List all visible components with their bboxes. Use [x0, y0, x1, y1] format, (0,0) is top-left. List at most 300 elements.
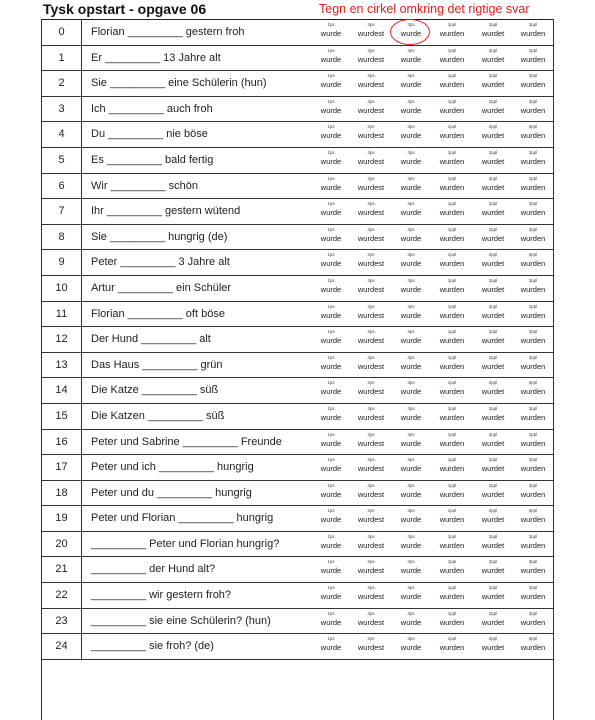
- answer-option[interactable]: [391, 406, 431, 424]
- answer-option[interactable]: [311, 329, 351, 347]
- answer-option[interactable]: [513, 559, 553, 577]
- answer-option[interactable]: [513, 355, 553, 373]
- table-row: [42, 634, 553, 660]
- sentence-text: Die Katze _________ süß: [91, 384, 219, 397]
- answer-option[interactable]: [391, 150, 431, 168]
- option-word: wurdest: [357, 566, 385, 576]
- option-word: wurdest: [357, 336, 385, 346]
- answer-option[interactable]: [351, 432, 391, 450]
- table-row: [42, 148, 553, 174]
- row-number: 7: [42, 199, 82, 224]
- option-person-label: 2ppl: [488, 380, 498, 386]
- answer-option[interactable]: [513, 201, 553, 219]
- option-person-label: 3ps: [407, 149, 415, 155]
- answer-option[interactable]: [513, 406, 553, 424]
- answer-option[interactable]: [311, 508, 351, 526]
- answer-option[interactable]: [391, 585, 431, 603]
- table-row: [42, 557, 553, 583]
- sentence-text: _________ Peter und Florian hungrig?: [91, 537, 280, 550]
- answer-option[interactable]: [432, 150, 472, 168]
- answer-option[interactable]: [351, 176, 391, 194]
- option-word: wurden: [439, 284, 465, 294]
- option-word: wurde: [400, 105, 422, 115]
- answer-option[interactable]: [432, 304, 472, 322]
- answer-option[interactable]: [473, 278, 513, 296]
- answer-option[interactable]: [513, 483, 553, 501]
- option-word: wurden: [520, 540, 546, 550]
- option-word: wurde: [400, 566, 422, 576]
- answer-option[interactable]: [351, 406, 391, 424]
- table-row: [42, 250, 553, 276]
- option-person-label: 1ps: [327, 559, 335, 565]
- option-word: wurden: [520, 29, 546, 38]
- answer-option[interactable]: [513, 227, 553, 245]
- option-word: wurden: [439, 464, 465, 474]
- option-person-label: 1ps: [327, 585, 335, 591]
- option-word: wurdest: [357, 515, 385, 525]
- option-person-label: 3ppl: [528, 277, 538, 283]
- option-person-label: 3ppl: [528, 124, 538, 130]
- answer-option[interactable]: [351, 483, 391, 501]
- option-person-label: 1ps: [327, 22, 335, 27]
- option-word: wurdet: [481, 29, 505, 38]
- answer-option[interactable]: [391, 73, 431, 91]
- answer-option[interactable]: [391, 483, 431, 501]
- answer-option[interactable]: [473, 432, 513, 450]
- answer-option[interactable]: [513, 636, 553, 654]
- option-word: wurdest: [357, 259, 385, 269]
- answer-option[interactable]: [473, 227, 513, 245]
- option-person-label: 2ps: [367, 226, 375, 232]
- answer-option[interactable]: [513, 73, 553, 91]
- option-word: wurden: [439, 105, 465, 115]
- answer-option[interactable]: [513, 304, 553, 322]
- answer-option[interactable]: [311, 227, 351, 245]
- answer-option[interactable]: [391, 508, 431, 526]
- option-word: wurden: [520, 80, 546, 90]
- option-person-label: 3ppl: [528, 303, 538, 309]
- option-person-label: 1ppl: [447, 175, 457, 181]
- option-person-label: 2ps: [367, 585, 375, 591]
- answer-option[interactable]: [513, 329, 553, 347]
- answer-option[interactable]: [432, 124, 472, 142]
- answer-option[interactable]: [391, 355, 431, 373]
- option-person-label: 2ps: [367, 98, 375, 104]
- option-person-label: 1ppl: [447, 252, 457, 258]
- answer-option[interactable]: [311, 22, 351, 40]
- answer-option[interactable]: [432, 48, 472, 66]
- answer-option[interactable]: [513, 432, 553, 450]
- option-word: wurde: [320, 387, 342, 397]
- table-row: [42, 430, 553, 456]
- table-row: [42, 20, 553, 46]
- answer-option[interactable]: [391, 457, 431, 475]
- table-row: [42, 174, 553, 200]
- option-word: wurde: [320, 54, 342, 64]
- option-person-label: 2ps: [367, 201, 375, 207]
- answer-option[interactable]: [351, 227, 391, 245]
- option-word: wurde: [400, 29, 422, 38]
- answer-option[interactable]: [311, 483, 351, 501]
- option-word: wurde: [400, 80, 422, 90]
- answer-option[interactable]: [432, 534, 472, 552]
- answer-option[interactable]: [311, 48, 351, 66]
- answer-option[interactable]: [432, 227, 472, 245]
- answer-option[interactable]: [473, 150, 513, 168]
- answer-option[interactable]: [473, 534, 513, 552]
- option-word: wurde: [400, 284, 422, 294]
- option-word: wurde: [400, 489, 422, 499]
- answer-option[interactable]: [311, 150, 351, 168]
- answer-option[interactable]: [391, 534, 431, 552]
- answer-option[interactable]: [473, 585, 513, 603]
- option-person-label: 3ppl: [528, 329, 538, 335]
- option-person-label: 3ps: [407, 303, 415, 309]
- option-person-label: 1ppl: [447, 585, 457, 591]
- option-word: wurden: [439, 361, 465, 371]
- answer-option[interactable]: [473, 252, 513, 270]
- row-number: 21: [42, 557, 82, 582]
- answer-option[interactable]: [473, 611, 513, 629]
- answer-option[interactable]: [351, 278, 391, 296]
- answer-option[interactable]: [391, 329, 431, 347]
- answer-option[interactable]: [513, 534, 553, 552]
- answer-option[interactable]: [513, 380, 553, 398]
- option-word: wurdet: [481, 54, 505, 64]
- answer-option[interactable]: [351, 585, 391, 603]
- answer-option[interactable]: [391, 176, 431, 194]
- option-word: wurde: [400, 310, 422, 320]
- answer-option[interactable]: [432, 483, 472, 501]
- option-word: wurde: [320, 515, 342, 525]
- option-person-label: 2ps: [367, 329, 375, 335]
- answer-option[interactable]: [473, 176, 513, 194]
- answer-option[interactable]: [432, 611, 472, 629]
- option-person-label: 3ppl: [528, 457, 538, 463]
- option-person-label: 3ps: [407, 201, 415, 207]
- row-number: 8: [42, 225, 82, 250]
- answer-option[interactable]: [432, 559, 472, 577]
- option-word: wurde: [320, 233, 342, 243]
- sentence-text: _________ sie froh? (de): [91, 640, 214, 653]
- answer-option[interactable]: [311, 252, 351, 270]
- answer-option[interactable]: [311, 73, 351, 91]
- answer-option[interactable]: [351, 201, 391, 219]
- answer-option[interactable]: [473, 355, 513, 373]
- answer-option[interactable]: [391, 99, 431, 117]
- answer-option[interactable]: [351, 22, 391, 40]
- answer-option[interactable]: [351, 355, 391, 373]
- row-number: 2: [42, 71, 82, 96]
- option-word: wurden: [520, 566, 546, 576]
- option-person-label: 2ppl: [488, 201, 498, 207]
- row-number: 23: [42, 609, 82, 634]
- answer-option[interactable]: [473, 380, 513, 398]
- option-word: wurdest: [357, 80, 385, 90]
- answer-option[interactable]: [311, 278, 351, 296]
- option-person-label: 1ps: [327, 226, 335, 232]
- answer-option[interactable]: [473, 483, 513, 501]
- option-word: wurden: [520, 515, 546, 525]
- option-word: wurde: [400, 131, 422, 141]
- answer-option[interactable]: [391, 124, 431, 142]
- answer-option[interactable]: [432, 406, 472, 424]
- answer-option[interactable]: [513, 585, 553, 603]
- row-number: 10: [42, 276, 82, 301]
- answer-option[interactable]: [311, 611, 351, 629]
- answer-option[interactable]: [432, 278, 472, 296]
- answer-option[interactable]: [351, 534, 391, 552]
- option-word: wurdet: [481, 592, 505, 602]
- answer-option[interactable]: [473, 636, 513, 654]
- answer-option[interactable]: [473, 457, 513, 475]
- option-word: wurdest: [357, 156, 385, 166]
- answer-option[interactable]: [473, 329, 513, 347]
- option-word: wurde: [320, 208, 342, 218]
- row-number: 6: [42, 174, 82, 199]
- answer-option[interactable]: [351, 304, 391, 322]
- answer-option[interactable]: [513, 22, 553, 40]
- option-word: wurdest: [357, 438, 385, 448]
- row-number: 1: [42, 46, 82, 71]
- table-row: [42, 378, 553, 404]
- answer-option[interactable]: [351, 611, 391, 629]
- answer-option[interactable]: [391, 252, 431, 270]
- row-number: 11: [42, 302, 82, 327]
- table-row: [42, 353, 553, 379]
- answer-option[interactable]: [311, 432, 351, 450]
- answer-option[interactable]: [432, 432, 472, 450]
- option-word: wurdest: [357, 464, 385, 474]
- option-word: wurden: [520, 489, 546, 499]
- option-person-label: 2ps: [367, 47, 375, 53]
- answer-option[interactable]: [351, 124, 391, 142]
- answer-option[interactable]: [311, 201, 351, 219]
- option-person-label: 2ppl: [488, 22, 498, 27]
- answer-option[interactable]: [351, 508, 391, 526]
- option-person-label: 1ppl: [447, 533, 457, 539]
- table-row: [42, 199, 553, 225]
- answer-option[interactable]: [351, 252, 391, 270]
- table-row: [42, 481, 553, 507]
- option-word: wurden: [520, 284, 546, 294]
- answer-option[interactable]: [391, 559, 431, 577]
- option-word: wurdet: [481, 284, 505, 294]
- answer-option[interactable]: [391, 636, 431, 654]
- answer-option[interactable]: [391, 611, 431, 629]
- row-number: 18: [42, 481, 82, 506]
- row-number: 14: [42, 378, 82, 403]
- answer-option[interactable]: [473, 406, 513, 424]
- option-word: wurdet: [481, 617, 505, 627]
- sentence-text: Ich _________ auch froh: [91, 102, 213, 115]
- option-word: wurde: [400, 156, 422, 166]
- answer-option[interactable]: [351, 457, 391, 475]
- option-word: wurden: [520, 310, 546, 320]
- answer-option[interactable]: [432, 329, 472, 347]
- answer-option[interactable]: [432, 355, 472, 373]
- answer-option[interactable]: [473, 73, 513, 91]
- option-word: wurden: [520, 361, 546, 371]
- option-word: wurde: [320, 540, 342, 550]
- table-row: [42, 276, 553, 302]
- option-person-label: 3ppl: [528, 73, 538, 79]
- answer-option[interactable]: [351, 99, 391, 117]
- row-number: 4: [42, 122, 82, 147]
- option-word: wurdest: [357, 54, 385, 64]
- answer-option[interactable]: [351, 329, 391, 347]
- option-person-label: 1ps: [327, 252, 335, 258]
- sentence-text: Florian _________ gestern froh: [91, 26, 245, 38]
- answer-option[interactable]: [432, 380, 472, 398]
- answer-option[interactable]: [351, 150, 391, 168]
- answer-option[interactable]: [311, 559, 351, 577]
- option-word: wurde: [400, 412, 422, 422]
- answer-option[interactable]: [391, 48, 431, 66]
- option-word: wurde: [400, 336, 422, 346]
- answer-option[interactable]: [432, 201, 472, 219]
- sentence-text: Peter und ich _________ hungrig: [91, 461, 254, 474]
- option-person-label: 1ppl: [447, 277, 457, 283]
- answer-option[interactable]: [513, 99, 553, 117]
- answer-option[interactable]: [513, 124, 553, 142]
- option-person-label: 2ps: [367, 533, 375, 539]
- answer-option[interactable]: [513, 150, 553, 168]
- answer-option[interactable]: [311, 406, 351, 424]
- option-person-label: 3ps: [407, 380, 415, 386]
- table-row: [42, 455, 553, 481]
- answer-option[interactable]: [432, 585, 472, 603]
- option-word: wurden: [439, 336, 465, 346]
- option-word: wurdet: [481, 105, 505, 115]
- option-person-label: 1ps: [327, 482, 335, 488]
- option-person-label: 1ps: [327, 47, 335, 53]
- option-person-label: 2ppl: [488, 405, 498, 411]
- answer-option[interactable]: [311, 534, 351, 552]
- option-word: wurde: [320, 489, 342, 499]
- option-person-label: 2ps: [367, 636, 375, 642]
- option-person-label: 2ppl: [488, 329, 498, 335]
- answer-option[interactable]: [473, 99, 513, 117]
- answer-option[interactable]: [311, 636, 351, 654]
- option-person-label: 3ps: [407, 226, 415, 232]
- answer-option[interactable]: [351, 559, 391, 577]
- option-person-label: 2ppl: [488, 354, 498, 360]
- answer-option[interactable]: [513, 508, 553, 526]
- option-person-label: 3ps: [407, 354, 415, 360]
- option-word: wurde: [320, 336, 342, 346]
- answer-option[interactable]: [473, 22, 513, 40]
- answer-option[interactable]: [432, 176, 472, 194]
- answer-option[interactable]: [351, 48, 391, 66]
- option-person-label: 1ps: [327, 329, 335, 335]
- option-word: wurde: [400, 540, 422, 550]
- option-person-label: 1ps: [327, 124, 335, 130]
- answer-option[interactable]: [513, 457, 553, 475]
- answer-option[interactable]: [513, 48, 553, 66]
- answer-option[interactable]: [311, 304, 351, 322]
- row-number: 15: [42, 404, 82, 429]
- option-person-label: 1ppl: [447, 610, 457, 616]
- answer-option[interactable]: [391, 432, 431, 450]
- sentence-text: Das Haus _________ grün: [91, 358, 223, 371]
- answer-option[interactable]: [311, 355, 351, 373]
- answer-option[interactable]: [391, 380, 431, 398]
- answer-option[interactable]: [432, 73, 472, 91]
- answer-option[interactable]: [432, 252, 472, 270]
- answer-option[interactable]: [432, 508, 472, 526]
- option-person-label: 1ps: [327, 277, 335, 283]
- option-person-label: 1ps: [327, 431, 335, 437]
- option-word: wurde: [320, 131, 342, 141]
- answer-option[interactable]: [391, 278, 431, 296]
- answer-option[interactable]: [351, 636, 391, 654]
- option-person-label: 2ps: [367, 252, 375, 258]
- answer-option[interactable]: [391, 201, 431, 219]
- answer-option[interactable]: [432, 457, 472, 475]
- exercise-table: [41, 19, 554, 720]
- option-person-label: 2ps: [367, 303, 375, 309]
- answer-option[interactable]: [351, 380, 391, 398]
- answer-option[interactable]: [513, 176, 553, 194]
- answer-option[interactable]: [513, 252, 553, 270]
- option-word: wurden: [439, 29, 465, 38]
- option-person-label: 1ppl: [447, 303, 457, 309]
- option-person-label: 3ps: [407, 431, 415, 437]
- option-word: wurde: [320, 617, 342, 627]
- answer-option[interactable]: [432, 99, 472, 117]
- option-person-label: 2ps: [367, 508, 375, 514]
- answer-option[interactable]: [513, 278, 553, 296]
- answer-option[interactable]: [311, 457, 351, 475]
- answer-option[interactable]: [311, 176, 351, 194]
- answer-option[interactable]: [311, 585, 351, 603]
- answer-option[interactable]: [473, 304, 513, 322]
- option-person-label: 1ps: [327, 354, 335, 360]
- option-person-label: 1ps: [327, 380, 335, 386]
- option-word: wurdest: [357, 540, 385, 550]
- answer-option[interactable]: [351, 73, 391, 91]
- option-word: wurde: [400, 387, 422, 397]
- option-person-label: 2ppl: [488, 98, 498, 104]
- answer-option[interactable]: [391, 304, 431, 322]
- answer-option[interactable]: [311, 380, 351, 398]
- answer-option[interactable]: [473, 508, 513, 526]
- answer-option[interactable]: [473, 124, 513, 142]
- answer-option[interactable]: [311, 124, 351, 142]
- option-word: wurdest: [357, 387, 385, 397]
- option-person-label: 2ppl: [488, 277, 498, 283]
- answer-option[interactable]: [473, 48, 513, 66]
- option-word: wurdest: [357, 29, 385, 38]
- answer-option[interactable]: [311, 99, 351, 117]
- sentence-text: Peter _________ 3 Jahre alt: [91, 256, 230, 269]
- sentence-text: _________ der Hund alt?: [91, 563, 216, 576]
- answer-option[interactable]: [391, 227, 431, 245]
- option-person-label: 2ps: [367, 610, 375, 616]
- answer-option[interactable]: [513, 611, 553, 629]
- answer-option[interactable]: [473, 201, 513, 219]
- answer-option[interactable]: [432, 22, 472, 40]
- answer-option[interactable]: [432, 636, 472, 654]
- option-person-label: 2ppl: [488, 508, 498, 514]
- option-word: wurden: [520, 54, 546, 64]
- option-person-label: 3ps: [407, 405, 415, 411]
- option-word: wurde: [400, 182, 422, 192]
- answer-option[interactable]: [473, 559, 513, 577]
- option-person-label: 2ppl: [488, 559, 498, 565]
- option-person-label: 1ps: [327, 508, 335, 514]
